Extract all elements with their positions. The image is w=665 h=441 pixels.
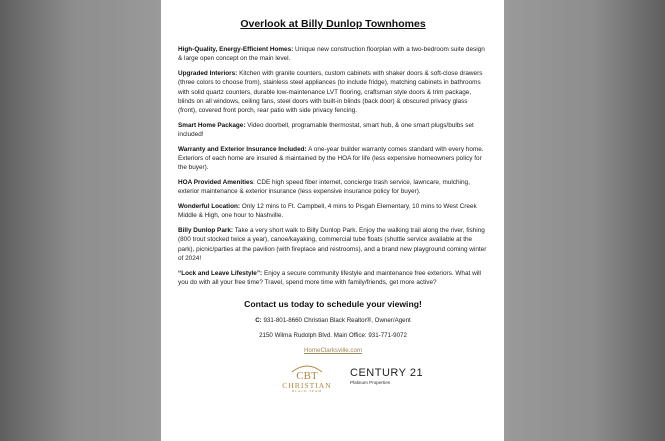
paragraph-lead: Upgraded Interiors: [178, 69, 238, 77]
cbt-monogram: CBT [296, 370, 318, 383]
paragraph-lead: Warranty and Exterior Insurance Included: [178, 145, 307, 153]
document-title: Overlook at Billy Dunlop Townhomes [240, 18, 426, 30]
paragraph-text: Take a very short walk to Billy Dunlop Park. Enjoy the walking trail along the river, fishing (800 trout stocked twice a year), canoe/kayaking, commercial tube floats (shuttle service available at the park), picnic/parties at the pavilion (with fireplace and restrooms), and a brand new playground coming winter of 2024! [178, 227, 487, 262]
logo-row [178, 360, 488, 404]
paragraph-smart-home [178, 121, 488, 140]
christian-black-team-logo [272, 362, 342, 402]
document-page [161, 0, 504, 441]
paragraph-lead: Wonderful Location: [178, 203, 241, 211]
paragraph-text: Video doorbell, programable thermostat, smart hub, & one smart plugs/bulbs set included! [178, 121, 474, 139]
phone-label: C: [255, 317, 262, 325]
paragraph-text: A one-year builder warranty comes standard with every home. Exteriors of each home are insured & maintained by the HOA for life (less expensive homeowners policy for the buyer). [178, 145, 484, 172]
phone-line [178, 317, 488, 325]
paragraph-hoa [178, 178, 488, 197]
paragraph-text: : CDE high speed fiber internet, concierge trash service, lawncare, mulching, exterior maintenance & exterior insurance (less expensive insurance policy for buyer). [178, 179, 470, 196]
paragraph-interiors [178, 69, 488, 115]
cbt-monogram-icon [288, 362, 326, 382]
paragraph-lead: High-Quality, Energy-Efficient Homes: [178, 46, 294, 53]
paragraph-text: Enjoy a secure community lifestyle and maintenance free exteriors. What will you do with all your free time? Travel, spend more time with family/friends, get more active? [178, 269, 481, 286]
paragraph-text: Only 12 mins to Ft. Campbell, 4 mins to Pisgah Elementary, 10 mins to West Creek Middle & High, one hour to Nashville. [178, 203, 477, 220]
paragraph-lifestyle [178, 269, 488, 288]
century21-logo [350, 368, 430, 385]
cbt-subtitle: BLACK TEAM [292, 389, 322, 394]
paragraph-quality [178, 45, 488, 64]
backdrop-left [0, 0, 161, 441]
paragraph-lead: “Lock and Leave Lifestyle”: [178, 269, 263, 277]
phone-text: 931-801-8660 Christian Black Realtor®, Owner/Agent [261, 317, 411, 325]
paragraph-location [178, 202, 488, 221]
paragraph-lead: Smart Home Package: [178, 121, 246, 129]
paragraph-lead: HOA Provided Amenities [178, 179, 254, 187]
website-link[interactable]: HomeClarksville.com [303, 347, 363, 355]
paragraph-warranty [178, 145, 488, 173]
paragraph-text: Kitchen with granite counters, custom cabinets with shaker doors & soft-close drawers (three colors to choose from), stainless steel appliances (to include fridge), matching cabinets in bathrooms with solid quartz counters, durable low-maintenance LVT flooring, craftsman style doors & trim package, blinds on all windows, ceiling fans, steel doors with built-in blinds (back door) & obscured privacy glass (front), covered front porch, rear patio with side privacy fencing. [178, 69, 483, 115]
paragraph-text: Unique new construction floorplan with a two-bedroom suite design & large open concept on the main level. [178, 46, 485, 63]
century21-name: CENTURY 21 [350, 367, 424, 380]
backdrop-right [504, 0, 665, 441]
century21-subtitle: Platinum Properties [350, 380, 391, 386]
paragraph-list [178, 45, 488, 287]
cbt-name: CHRISTIAN [282, 381, 332, 391]
contact-heading: Contact us today to schedule your viewing! [244, 299, 422, 310]
paragraph-lead: Billy Dunlop Park: [178, 227, 234, 235]
office-line: 2150 Wilma Rudolph Blvd. Main Office: 931-771-9072 [259, 332, 407, 340]
paragraph-park [178, 226, 488, 263]
